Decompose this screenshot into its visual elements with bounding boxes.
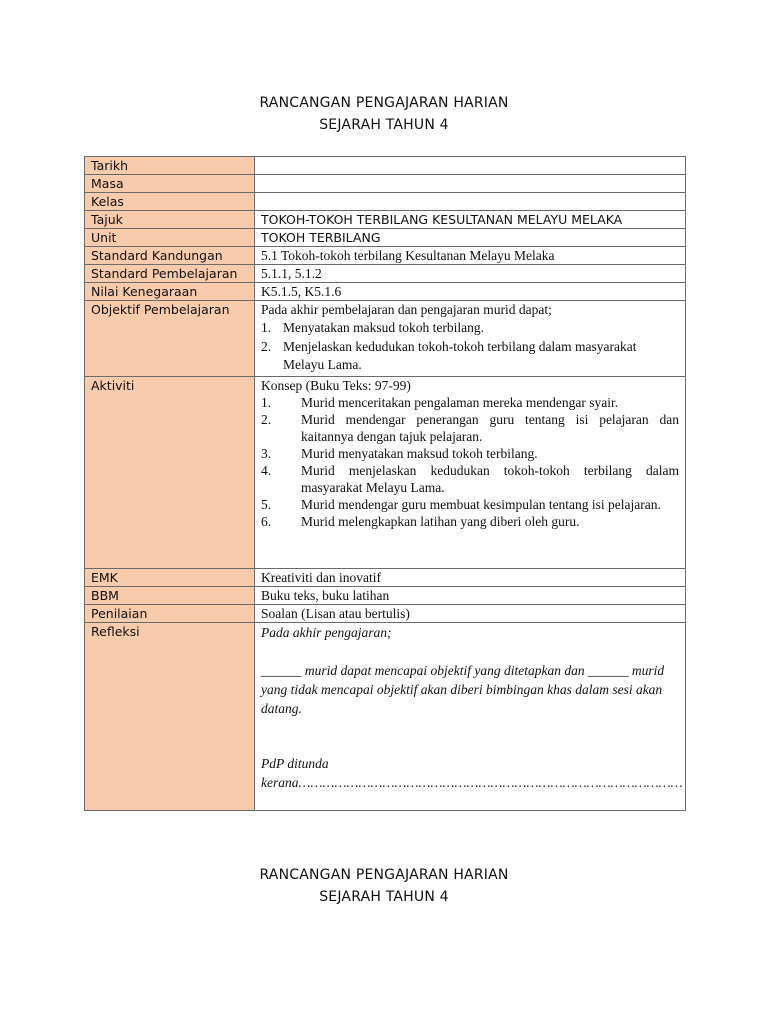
list-item bbox=[261, 411, 679, 445]
label-emk: EMK bbox=[85, 569, 255, 587]
label-nilai-kenegaraan: Nilai Kenegaraan bbox=[85, 283, 255, 301]
row-aktiviti bbox=[85, 377, 686, 569]
row-refleksi bbox=[85, 623, 686, 811]
refleksi-line: PdP ditunda bbox=[261, 756, 329, 771]
list-item-text: Menyatakan maksud tokoh terbilang. bbox=[283, 320, 484, 335]
label-standard-kandungan: Standard Kandungan bbox=[85, 247, 255, 265]
value-emk: Kreativiti dan inovatif bbox=[255, 569, 686, 587]
row-standard-kandungan bbox=[85, 247, 686, 265]
refleksi-line: kerana…………………………………………………………………………………… bbox=[261, 775, 683, 790]
list-item-text: Murid menceritakan pengalaman mereka mendengar syair. bbox=[301, 395, 619, 410]
value-objektif bbox=[255, 301, 686, 377]
lesson-plan-table bbox=[84, 156, 686, 811]
label-kelas: Kelas bbox=[85, 193, 255, 211]
list-item-text: Menjelaskan kedudukan tokoh-tokoh terbilang dalam masyarakat Melayu Lama. bbox=[283, 339, 637, 372]
row-objektif bbox=[85, 301, 686, 377]
label-penilaian: Penilaian bbox=[85, 605, 255, 623]
heading-title: RANCANGAN PENGAJARAN HARIAN bbox=[259, 95, 509, 111]
value-standard-kandungan: 5.1 Tokoh-tokoh terbilang Kesultanan Melayu Melaka bbox=[255, 247, 686, 265]
value-masa bbox=[255, 175, 686, 193]
list-item bbox=[261, 462, 679, 496]
objektif-list bbox=[261, 319, 679, 374]
list-item-number: 2. bbox=[261, 412, 272, 427]
list-item-number: 3. bbox=[261, 446, 272, 461]
aktiviti-intro: Konsep (Buku Teks: 97-99) bbox=[261, 378, 411, 393]
value-tarikh bbox=[255, 157, 686, 175]
value-unit: TOKOH TERBILANG bbox=[255, 229, 686, 247]
list-item-text: Murid mendengar penerangan guru tentang isi pelajaran dan kaitannya dengan tajuk pelajaran. bbox=[301, 412, 679, 444]
list-item bbox=[261, 445, 679, 462]
list-item bbox=[261, 513, 679, 530]
row-emk bbox=[85, 569, 686, 587]
refleksi-line: ______ murid dapat mencapai objektif yang ditetapkan dan ______ murid yang tidak mencapai objektif akan diberi bimbingan khas dalam sesi akan datang. bbox=[261, 663, 665, 716]
refleksi-line: Pada akhir pengajaran; bbox=[261, 625, 392, 640]
label-tajuk: Tajuk bbox=[85, 211, 255, 229]
list-item-number: 2. bbox=[261, 339, 272, 354]
heading-subtitle: SEJARAH TAHUN 4 bbox=[319, 117, 449, 133]
row-masa bbox=[85, 175, 686, 193]
list-item bbox=[261, 319, 679, 337]
label-aktiviti: Aktiviti bbox=[85, 377, 255, 569]
heading-title: RANCANGAN PENGAJARAN HARIAN bbox=[259, 867, 509, 883]
row-kelas bbox=[85, 193, 686, 211]
list-item-text: Murid menyatakan maksud tokoh terbilang. bbox=[301, 446, 538, 461]
page-heading-bottom bbox=[0, 864, 768, 908]
row-standard-pembelajaran bbox=[85, 265, 686, 283]
value-refleksi bbox=[255, 623, 686, 811]
list-item-number: 6. bbox=[261, 514, 272, 529]
value-kelas bbox=[255, 193, 686, 211]
list-item-text: Murid melengkapkan latihan yang diberi oleh guru. bbox=[301, 514, 580, 529]
label-tarikh: Tarikh bbox=[85, 157, 255, 175]
list-item-number: 1. bbox=[261, 395, 272, 410]
list-item-text: Murid mendengar guru membuat kesimpulan tentang isi pelajaran. bbox=[301, 497, 661, 512]
label-refleksi: Refleksi bbox=[85, 623, 255, 811]
list-item-text: Murid menjelaskan kedudukan tokoh-tokoh terbilang dalam masyarakat Melayu Lama. bbox=[301, 463, 679, 495]
row-tajuk bbox=[85, 211, 686, 229]
label-objektif: Objektif Pembelajaran bbox=[85, 301, 255, 377]
label-standard-pembelajaran: Standard Pembelajaran bbox=[85, 265, 255, 283]
value-tajuk: TOKOH-TOKOH TERBILANG KESULTANAN MELAYU MELAKA bbox=[255, 211, 686, 229]
list-item-number: 5. bbox=[261, 497, 272, 512]
objektif-intro: Pada akhir pembelajaran dan pengajaran murid dapat; bbox=[261, 302, 552, 317]
label-masa: Masa bbox=[85, 175, 255, 193]
row-unit bbox=[85, 229, 686, 247]
list-item-number: 4. bbox=[261, 463, 272, 478]
value-aktiviti bbox=[255, 377, 686, 569]
value-standard-pembelajaran: 5.1.1, 5.1.2 bbox=[255, 265, 686, 283]
row-penilaian bbox=[85, 605, 686, 623]
value-bbm: Buku teks, buku latihan bbox=[255, 587, 686, 605]
value-nilai-kenegaraan: K5.1.5, K5.1.6 bbox=[255, 283, 686, 301]
row-bbm bbox=[85, 587, 686, 605]
label-unit: Unit bbox=[85, 229, 255, 247]
aktiviti-list bbox=[261, 394, 679, 530]
page-heading-top bbox=[0, 92, 768, 136]
label-bbm: BBM bbox=[85, 587, 255, 605]
row-tarikh bbox=[85, 157, 686, 175]
row-nilai-kenegaraan bbox=[85, 283, 686, 301]
list-item-number: 1. bbox=[261, 320, 272, 335]
list-item bbox=[261, 496, 679, 513]
list-item bbox=[261, 338, 679, 374]
heading-subtitle: SEJARAH TAHUN 4 bbox=[319, 889, 449, 905]
list-item bbox=[261, 394, 679, 411]
value-penilaian: Soalan (Lisan atau bertulis) bbox=[255, 605, 686, 623]
